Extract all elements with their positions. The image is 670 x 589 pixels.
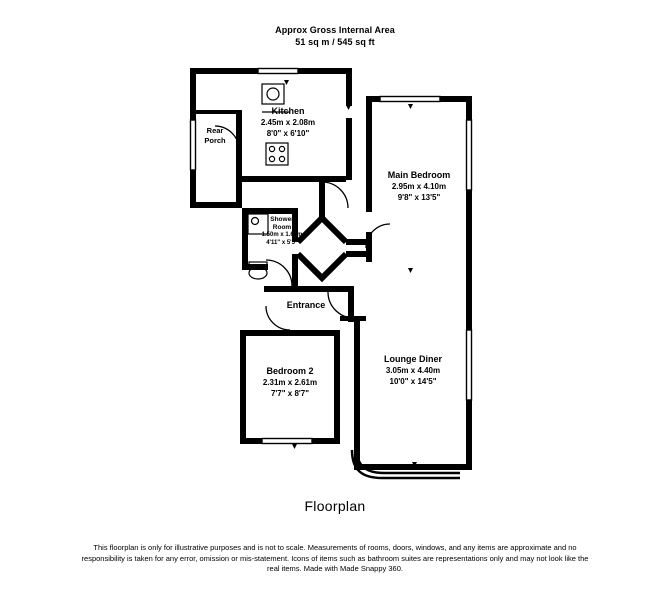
disclaimer-text: This floorplan is only for illustrative purposes and is not to scale. Measurements of rooms, doors, windows, and any items are approximate and no responsibility is taken for any error, omission or mis-statement. Icons of items such as bathroom suites are representations only and may not look like the real items. Made with Made Snappy 360.	[81, 543, 589, 573]
room-label-lounge-diner	[352, 354, 474, 387]
room-name-shower-room-line2: Room	[272, 224, 292, 231]
room-name-kitchen: Kitchen	[271, 106, 305, 116]
room-name-lounge-diner: Lounge Diner	[384, 354, 442, 364]
room-metric-shower-room: 1.50m x 1.66m	[261, 232, 303, 238]
room-name-rear-porch-line1: Rear	[206, 126, 224, 135]
room-metric-kitchen: 2.45m x 2.08m	[260, 118, 316, 127]
room-imperial-shower-room: 4'11" x 5'5"	[266, 239, 298, 246]
room-label-main-bedroom	[356, 170, 482, 203]
room-imperial-main-bedroom: 9'8" x 13'5"	[397, 193, 441, 202]
room-label-entrance	[258, 300, 354, 311]
room-label-rear-porch	[186, 126, 244, 145]
floorplan-caption: Floorplan	[304, 498, 366, 514]
room-imperial-bedroom-2: 7'7" x 8'7"	[270, 389, 310, 398]
room-metric-bedroom-2: 2.31m x 2.61m	[262, 378, 318, 387]
room-label-kitchen	[230, 106, 346, 139]
room-name-entrance: Entrance	[286, 300, 326, 310]
room-metric-main-bedroom: 2.95m x 4.10m	[391, 182, 447, 191]
room-imperial-kitchen: 8'0" x 6'10"	[266, 129, 310, 138]
room-name-shower-room-line1: Shower	[270, 216, 294, 223]
room-name-main-bedroom: Main Bedroom	[387, 170, 451, 180]
area-header-line2: 51 sq m / 545 sq ft	[295, 37, 375, 47]
room-label-shower-room	[234, 216, 330, 247]
room-label-bedroom-2	[232, 366, 348, 399]
room-imperial-lounge-diner: 10'0" x 14'5"	[389, 377, 437, 386]
room-metric-lounge-diner: 3.05m x 4.40m	[385, 366, 441, 375]
room-name-bedroom-2: Bedroom 2	[266, 366, 314, 376]
room-name-rear-porch-line2: Porch	[204, 135, 226, 145]
area-header-line1: Approx Gross Internal Area	[275, 25, 395, 35]
